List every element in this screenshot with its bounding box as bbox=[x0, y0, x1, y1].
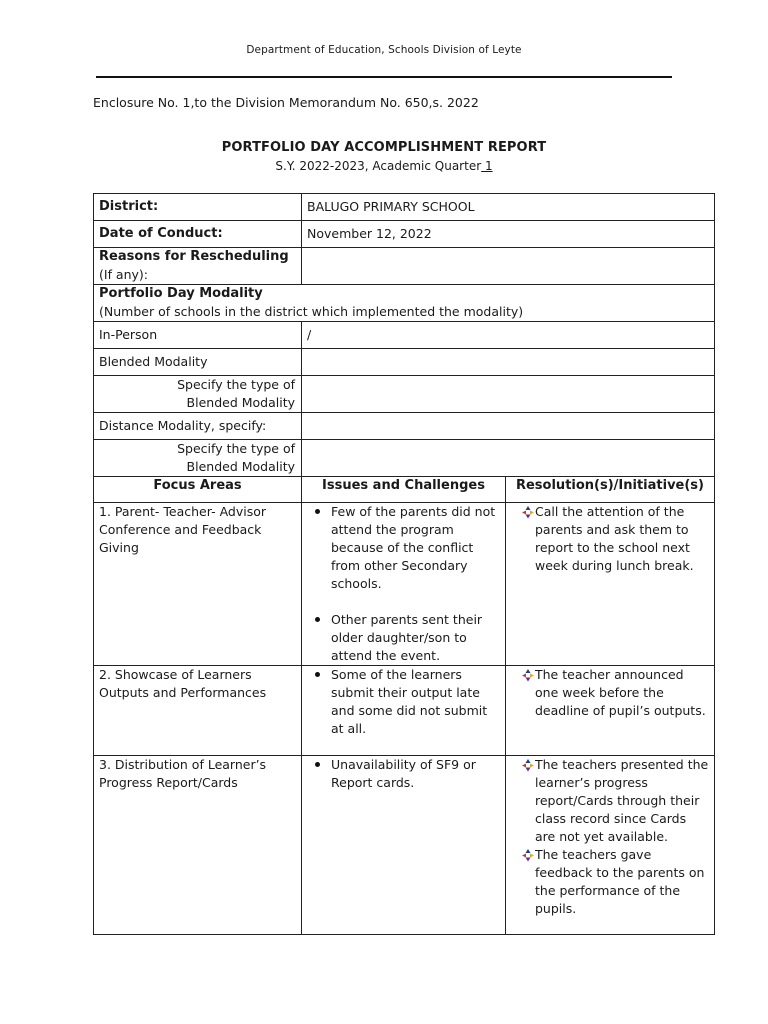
specify-distance-value bbox=[302, 440, 715, 477]
four-point-arrow-icon bbox=[521, 668, 535, 682]
date-label: Date of Conduct: bbox=[94, 221, 302, 248]
list-item bbox=[307, 756, 500, 792]
modality-label: Portfolio Day Modality bbox=[99, 286, 263, 301]
modality-cell bbox=[94, 285, 715, 322]
resolution-text: The teachers presented the learner’s progress report/Cards through their class record since Cards are not yet available. bbox=[535, 757, 709, 844]
list-item bbox=[511, 846, 709, 918]
column-header-issues: Issues and Challenges bbox=[302, 477, 506, 503]
list-item bbox=[307, 611, 500, 665]
list-item bbox=[511, 756, 709, 846]
list-spacer bbox=[307, 593, 500, 611]
distance-value bbox=[302, 413, 715, 440]
resolution-text: The teachers gave feedback to the parents on the performance of the pupils. bbox=[535, 847, 705, 916]
focus-area-line: 1. Parent- Teacher- Advisor bbox=[99, 504, 267, 519]
blended-row bbox=[94, 349, 715, 376]
issues-cell bbox=[302, 756, 506, 935]
focus-area-cell bbox=[94, 503, 302, 666]
quarter-number: 1 bbox=[481, 159, 493, 173]
header-divider bbox=[96, 76, 672, 78]
list-item bbox=[307, 503, 500, 593]
district-label: District: bbox=[94, 194, 302, 221]
report-title: PORTFOLIO DAY ACCOMPLISHMENT REPORT bbox=[221, 140, 547, 155]
focus-area-line: Progress Report/Cards bbox=[99, 775, 238, 790]
blended-value bbox=[302, 349, 715, 376]
issues-cell bbox=[302, 503, 506, 666]
date-value: November 12, 2022 bbox=[302, 221, 715, 248]
issues-list bbox=[307, 756, 500, 792]
in-person-row bbox=[94, 322, 715, 349]
specify-blended-row bbox=[94, 376, 715, 413]
specify-blended-line2: Blended Modality bbox=[186, 395, 295, 410]
reasons-label: Reasons for Rescheduling bbox=[99, 249, 289, 264]
list-item bbox=[307, 666, 500, 738]
four-point-arrow-icon bbox=[521, 505, 535, 519]
reasons-value bbox=[302, 248, 715, 285]
focus-area-cell bbox=[94, 666, 302, 756]
distance-label: Distance Modality, specify: bbox=[94, 413, 302, 440]
specify-distance-line2: Blended Modality bbox=[186, 459, 295, 474]
focus-area-line: Giving bbox=[99, 540, 139, 555]
specify-distance-line1: Specify the type of bbox=[177, 441, 295, 456]
district-row bbox=[94, 194, 715, 221]
department-header: Department of Education, Schools Division of Leyte bbox=[246, 44, 522, 56]
focus-area-line: 2. Showcase of Learners bbox=[99, 667, 252, 682]
district-value: BALUGO PRIMARY SCHOOL bbox=[302, 194, 715, 221]
list-item bbox=[511, 666, 709, 720]
bullet-dot-icon bbox=[315, 672, 320, 677]
table-row bbox=[94, 503, 715, 666]
focus-area-line: Conference and Feedback bbox=[99, 522, 262, 537]
column-header-row bbox=[94, 477, 715, 503]
blended-label: Blended Modality bbox=[94, 349, 302, 376]
enclosure-reference: Enclosure No. 1,to the Division Memorandum No. 650,s. 2022 bbox=[93, 95, 479, 110]
column-header-focus: Focus Areas bbox=[94, 477, 302, 503]
report-subtitle bbox=[0, 159, 768, 173]
list-item bbox=[511, 503, 709, 575]
bullet-dot-icon bbox=[315, 617, 320, 622]
focus-area-cell bbox=[94, 756, 302, 935]
specify-blended-line1: Specify the type of bbox=[177, 377, 295, 392]
specify-blended-cell bbox=[94, 376, 302, 413]
modality-sublabel: (Number of schools in the district which implemented the modality) bbox=[99, 304, 524, 319]
bullet-dot-icon bbox=[315, 509, 320, 514]
modality-row bbox=[94, 285, 715, 322]
table-row bbox=[94, 756, 715, 935]
specify-blended-value bbox=[302, 376, 715, 413]
four-point-arrow-icon bbox=[521, 758, 535, 772]
resolutions-list bbox=[511, 756, 709, 918]
resolution-text: The teacher announced one week before the deadline of pupil’s outputs. bbox=[535, 667, 706, 718]
in-person-value: / bbox=[302, 322, 715, 349]
issues-cell bbox=[302, 666, 506, 756]
issue-text: Few of the parents did not attend the program because of the conflict from other Secondary schools. bbox=[331, 504, 496, 591]
resolutions-cell bbox=[506, 503, 715, 666]
reasons-sublabel: (If any): bbox=[99, 267, 149, 282]
table-row bbox=[94, 666, 715, 756]
resolutions-list bbox=[511, 503, 709, 575]
specify-distance-row bbox=[94, 440, 715, 477]
four-point-arrow-icon bbox=[521, 848, 535, 862]
resolutions-cell bbox=[506, 666, 715, 756]
focus-area-line: Outputs and Performances bbox=[99, 685, 267, 700]
subtitle-prefix: S.Y. 2022-2023, Academic Quarter bbox=[275, 159, 482, 173]
date-row bbox=[94, 221, 715, 248]
issues-list bbox=[307, 503, 500, 665]
bullet-dot-icon bbox=[315, 762, 320, 767]
accomplishment-table bbox=[93, 193, 715, 935]
resolution-text: Call the attention of the parents and ask them to report to the school next week during lunch break. bbox=[535, 504, 694, 573]
issue-text: Unavailability of SF9 or Report cards. bbox=[331, 757, 476, 790]
reasons-row bbox=[94, 248, 715, 285]
resolutions-list bbox=[511, 666, 709, 720]
column-header-resolutions: Resolution(s)/Initiative(s) bbox=[506, 477, 715, 503]
focus-area-line: 3. Distribution of Learner’s bbox=[99, 757, 267, 772]
issues-list bbox=[307, 666, 500, 738]
issue-text: Other parents sent their older daughter/son to attend the event. bbox=[331, 612, 483, 663]
specify-distance-cell bbox=[94, 440, 302, 477]
in-person-label: In-Person bbox=[94, 322, 302, 349]
reasons-cell bbox=[94, 248, 302, 285]
issue-text: Some of the learners submit their output late and some did not submit at all. bbox=[331, 667, 488, 736]
distance-row bbox=[94, 413, 715, 440]
resolutions-cell bbox=[506, 756, 715, 935]
